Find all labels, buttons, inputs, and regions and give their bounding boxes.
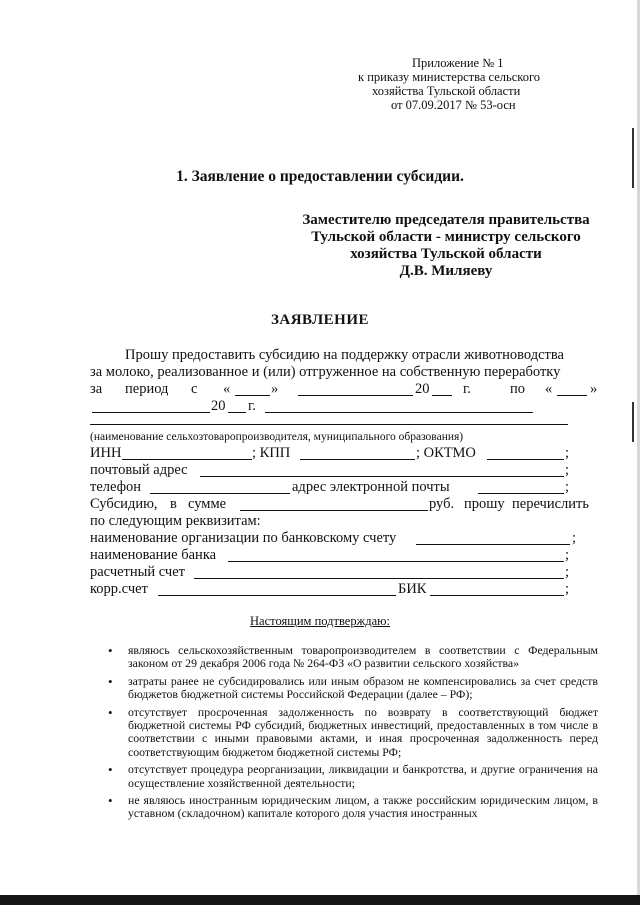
period-start-day-field[interactable]: [235, 383, 270, 396]
oktmo-field[interactable]: [487, 447, 564, 460]
kpp-field[interactable]: [300, 447, 415, 460]
bank-label: наименование банка: [90, 547, 217, 563]
addressee-line-1: Заместителю председателя правительства: [302, 212, 590, 228]
subsidy-summe: сумме: [188, 496, 227, 512]
period-close-quote: »: [271, 381, 279, 397]
phone-line-end: ;: [565, 479, 570, 495]
inn-label: ИНН: [90, 445, 122, 461]
email-label: адрес электронной почты: [292, 479, 450, 495]
period-g: г.: [463, 381, 471, 397]
confirmation-item: [108, 675, 598, 702]
subsidy-v: в: [170, 496, 177, 512]
scan-mark: [632, 402, 634, 442]
phone-label: телефон: [90, 479, 142, 495]
appendix-line-4: от 07.09.2017 № 53-осн: [391, 98, 516, 112]
subsidy-amount-field[interactable]: [240, 498, 428, 511]
org-account-field[interactable]: [416, 532, 570, 545]
section-title: 1. Заявление о предоставлении субсидии.: [176, 168, 464, 185]
org-account-label: наименование организации по банковскому счету: [90, 530, 397, 546]
paragraph-line-1: Прошу предоставить субсидию на поддержку отрасли животноводства: [125, 347, 564, 363]
details-heading: по следующим реквизитам:: [90, 513, 261, 529]
bank-line-end: ;: [565, 547, 570, 563]
bullet-icon: •: [108, 704, 113, 720]
confirmation-text: не являюсь иностранным юридическим лицом, а также российским юридическим лицом, в уставном (складочном) капитале которого доля участия иностранных: [128, 793, 598, 821]
addressee-line-3: хозяйства Тульской области: [350, 246, 542, 262]
settlement-line-end: ;: [565, 564, 570, 580]
corr-line-end: ;: [565, 581, 570, 597]
period-open-quote-2: «: [545, 381, 553, 397]
confirmation-text: затраты ранее не субсидировались или иным образом не компенсировались за счет средств бюджетов бюджетной системы Российской Федерации (далее – РФ);: [128, 673, 598, 702]
corr-label: корр.счет: [90, 581, 148, 597]
period-year-prefix: 20: [415, 381, 430, 397]
period-end-day-field[interactable]: [557, 383, 587, 396]
org-account-line-end: ;: [572, 530, 577, 546]
postal-line-end: ;: [565, 462, 570, 478]
appendix-line-2: к приказу министерства сельского: [358, 70, 541, 84]
settlement-label: расчетный счет: [90, 564, 185, 580]
period-s: с: [191, 381, 198, 397]
settlement-field[interactable]: [194, 566, 564, 579]
confirmation-list: [108, 644, 598, 825]
period-end-year-prefix: 20: [211, 398, 226, 414]
bik-field[interactable]: [430, 583, 564, 596]
paragraph-line-2: за молоко, реализованное и (или) отгруженное на собственную переработку: [90, 364, 561, 380]
period-end-month-field[interactable]: [92, 400, 210, 413]
subsidy-prosh: прошу: [464, 496, 505, 512]
bullet-icon: •: [108, 673, 113, 689]
bik-label: БИК: [398, 581, 427, 597]
appendix-line-1: Приложение № 1: [412, 56, 504, 70]
period-word: период: [125, 381, 169, 397]
appendix-line-3: хозяйства Тульской области: [372, 84, 521, 98]
scan-mark: [632, 128, 634, 188]
confirmation-item: [108, 706, 598, 760]
confirmation-item: [108, 644, 598, 671]
confirmation-text: являюсь сельскохозяйственным товаропроизводителем в соответствии с Федеральным законом от 29 декабря 2006 года № 264-ФЗ «О развитии сельского хозяйства»: [128, 643, 598, 671]
bullet-icon: •: [108, 762, 113, 778]
period-end-g: г.: [248, 398, 256, 414]
period-start-month-field[interactable]: [298, 383, 413, 396]
phone-field[interactable]: [150, 481, 290, 494]
corr-field[interactable]: [158, 583, 396, 596]
inn-line-end: ;: [565, 445, 570, 461]
bullet-icon: •: [108, 643, 113, 658]
postal-field[interactable]: [200, 464, 564, 477]
period-start-year-field[interactable]: [432, 383, 452, 396]
kpp-label: ; КПП: [252, 445, 291, 461]
period-za: за: [90, 381, 103, 397]
period-end-year-field[interactable]: [228, 400, 246, 413]
subsidy-label: Субсидию,: [90, 496, 158, 512]
addressee-line-2: Тульской области - министру сельского: [311, 229, 581, 245]
applicant-caption: (наименование сельхозтоваропроизводителя, муниципального образования): [90, 431, 464, 443]
email-field[interactable]: [478, 481, 564, 494]
period-close-quote-2: »: [590, 381, 598, 397]
confirmation-item: [108, 763, 598, 790]
applicant-name-field[interactable]: [90, 424, 568, 425]
subsidy-rub: руб.: [429, 496, 455, 512]
subsidy-perechislit: перечислить: [512, 496, 589, 512]
scan-bottom-band: [0, 895, 640, 905]
period-po: по: [510, 381, 526, 397]
period-open-quote: «: [223, 381, 231, 397]
confirm-heading: Настоящим подтверждаю:: [250, 614, 390, 628]
confirmation-item: [108, 794, 598, 821]
confirmation-text: отсутствует процедура реорганизации, ликвидации и банкротства, и другие ограничения на осуществление хозяйственной деятельности;: [128, 762, 598, 790]
period-extra-field[interactable]: [265, 400, 533, 413]
bullet-icon: •: [108, 793, 113, 809]
document-title: ЗАЯВЛЕНИЕ: [270, 312, 370, 328]
inn-field[interactable]: [122, 447, 252, 460]
oktmo-label: ; ОКТМО: [416, 445, 476, 461]
postal-label: почтовый адрес: [90, 462, 188, 478]
bank-field[interactable]: [228, 549, 564, 562]
addressee-line-4: Д.В. Миляеву: [399, 263, 493, 279]
confirmation-text: отсутствует просроченная задолженность по возврату в соответствующий бюджет бюджетной системы РФ субсидий, бюджетных инвестиций, предоставленных в том числе в соответствии с иными правовыми актами, и иная просроченная задолженность перед соответствующим бюджетом бюджетной системы РФ;: [128, 704, 598, 759]
